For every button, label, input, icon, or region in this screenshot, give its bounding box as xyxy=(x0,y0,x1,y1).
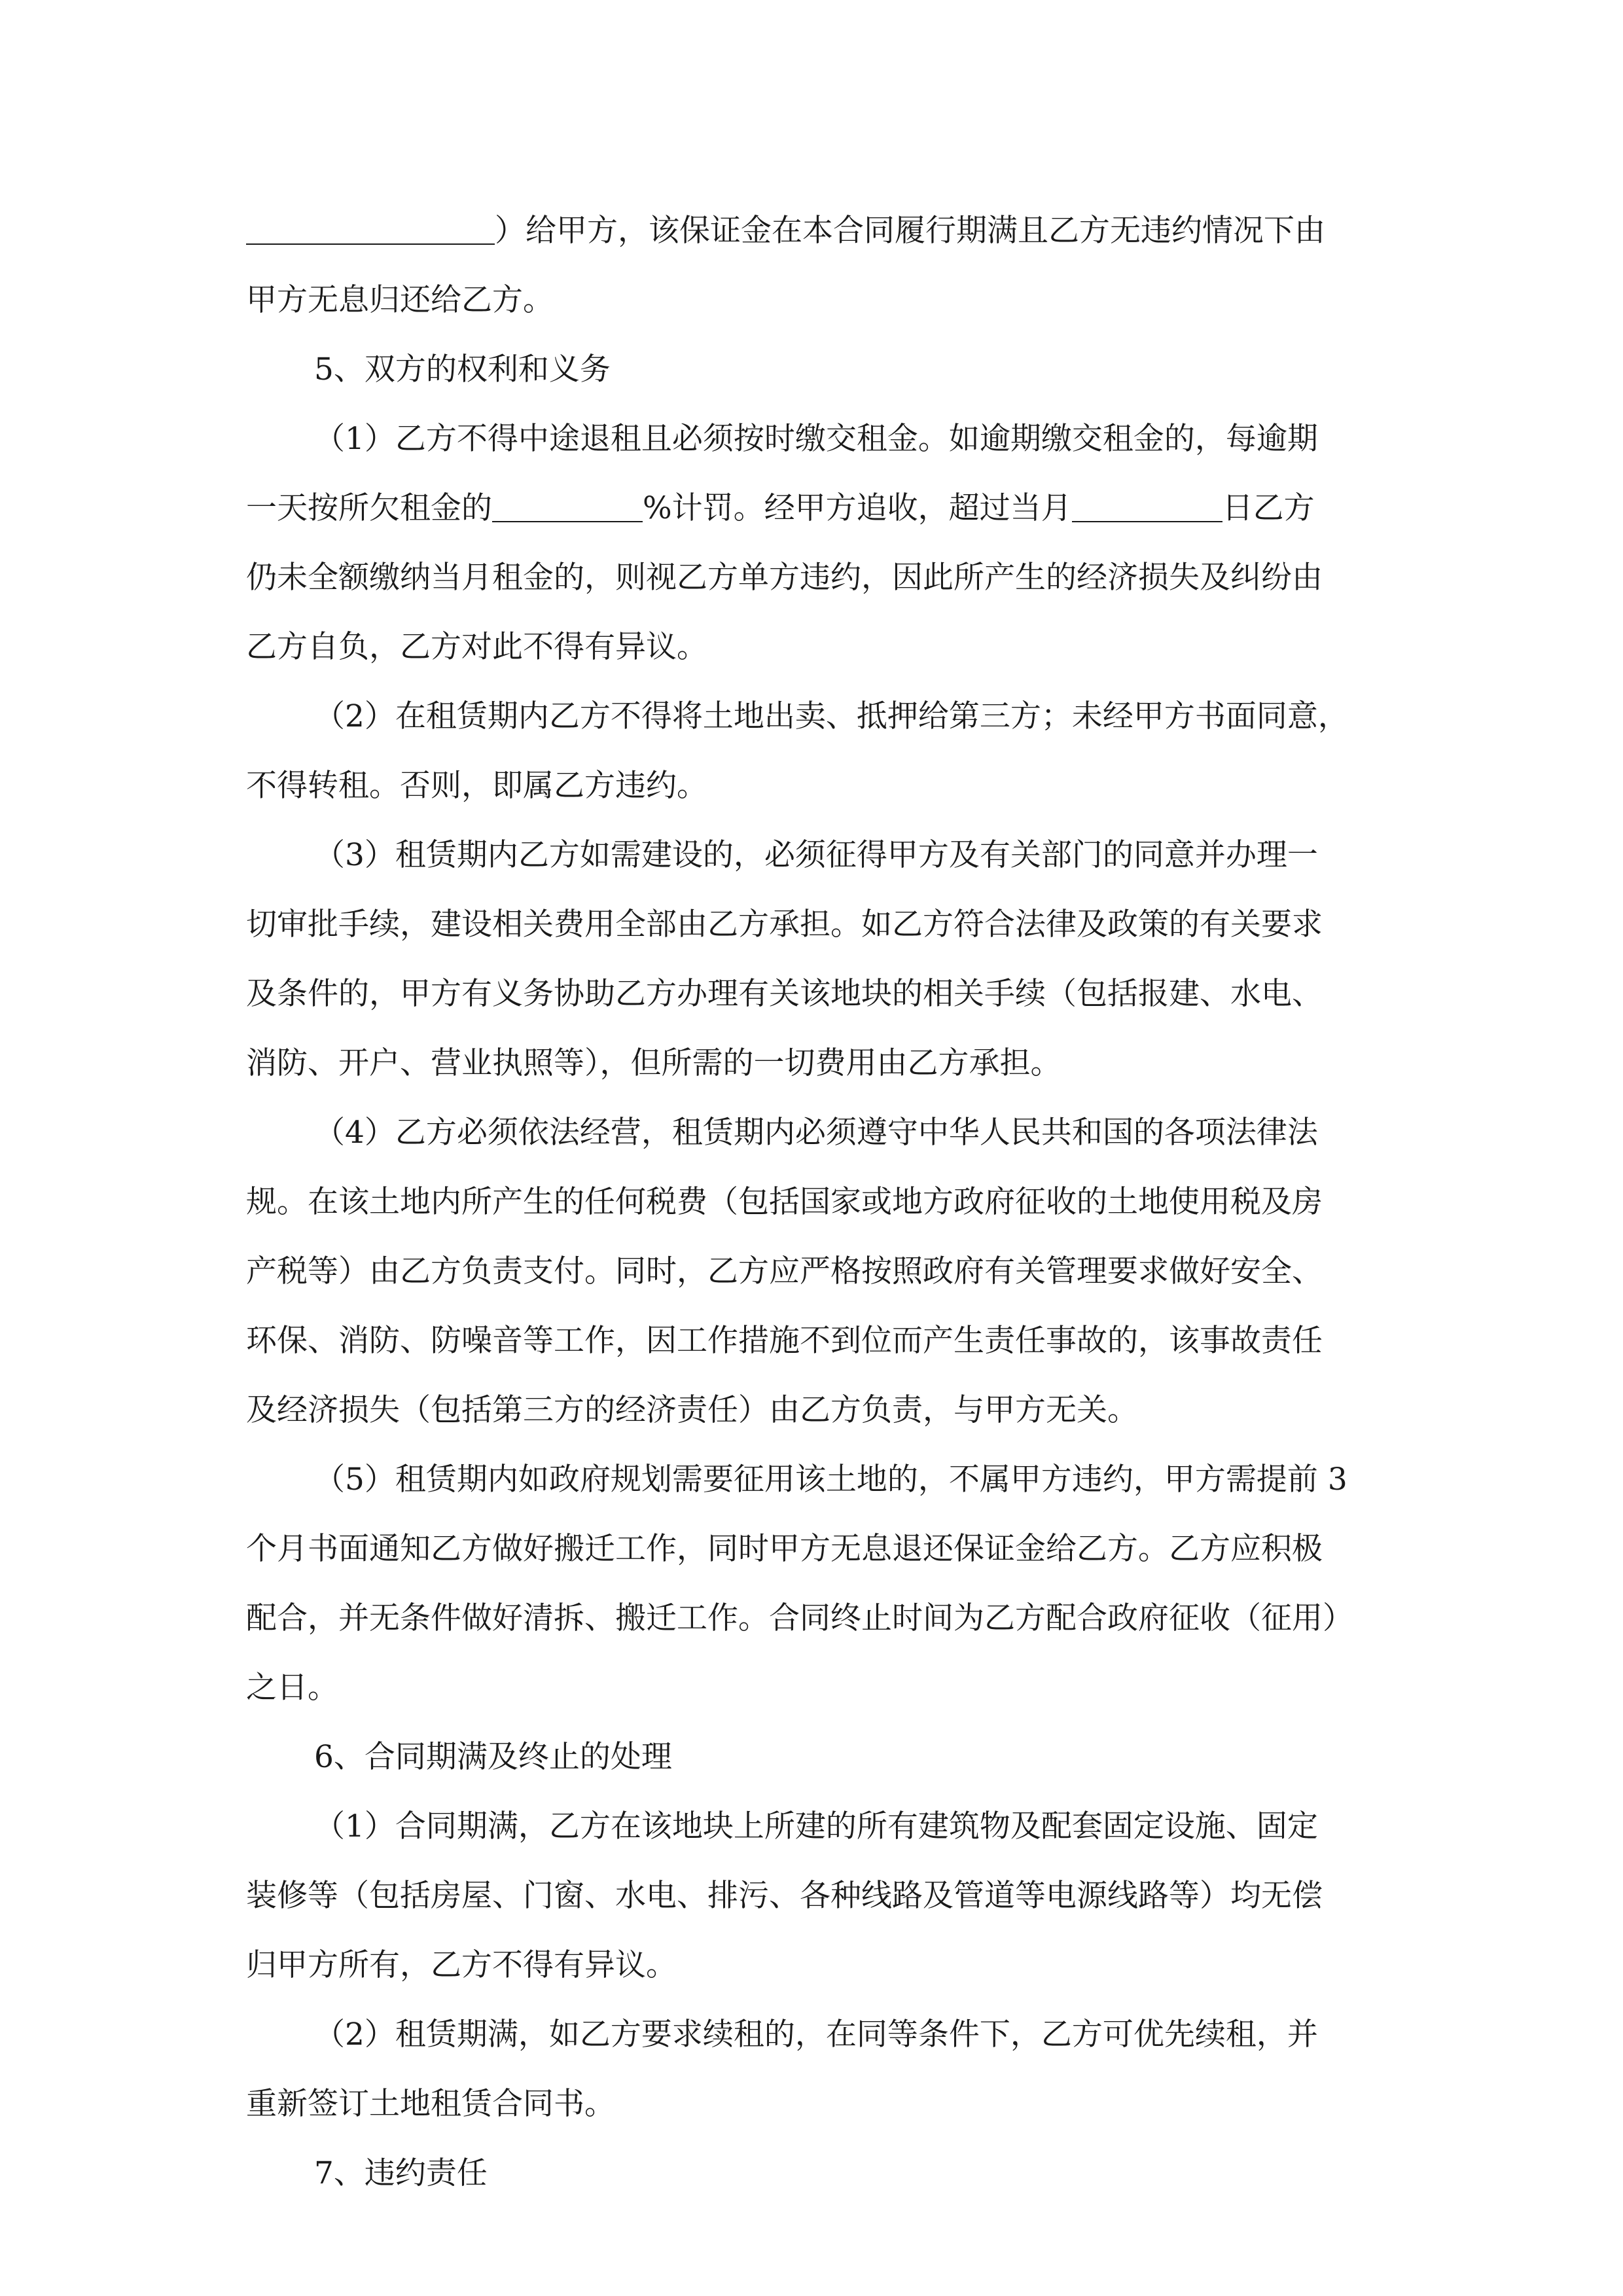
section-heading: 7、违约责任 xyxy=(314,2155,488,2191)
text-line: （4）乙方必须依法经营，租赁期内必须遵守中华人民共和国的各项法律法 xyxy=(314,1115,1318,1151)
document-body xyxy=(246,196,1398,2208)
fill-in-blank xyxy=(246,215,495,245)
text-line: 及经济损失（包括第三方的经济责任）由乙方负责，与甲方无关。 xyxy=(246,1392,1138,1428)
text-line: 产税等）由乙方负责支付。同时，乙方应严格按照政府有关管理要求做好安全、 xyxy=(246,1253,1323,1289)
text-line xyxy=(246,196,1398,266)
fill-in-blank xyxy=(1072,492,1222,522)
text-line: 环保、消防、防噪音等工作，因工作措施不到位而产生责任事故的，该事故责任 xyxy=(246,1323,1323,1359)
text-line: 及条件的，甲方有义务协助乙方办理有关该地块的相关手续（包括报建、水电、 xyxy=(246,976,1323,1012)
text-line: 不得转租。否则，即属乙方违约。 xyxy=(246,768,707,804)
text-line: 乙方自负，乙方对此不得有异议。 xyxy=(246,629,707,665)
text-line: （1）合同期满，乙方在该地块上所建的所有建筑物及配套固定设施、固定 xyxy=(314,1808,1318,1844)
text-line xyxy=(246,474,1398,543)
text-line: 消防、开户、营业执照等），但所需的一切费用由乙方承担。 xyxy=(246,1045,1061,1081)
text-line: 之日。 xyxy=(246,1670,338,1706)
text-segment: 日乙方 xyxy=(1222,490,1315,526)
text-line: （5）租赁期内如政府规划需要征用该土地的，不属甲方违约，甲方需提前 3 xyxy=(314,1462,1347,1498)
section-heading: 5、双方的权利和义务 xyxy=(314,351,611,387)
text-line: 甲方无息归还给乙方。 xyxy=(246,282,554,318)
text-line: （2）在租赁期内乙方不得将土地出卖、抵押给第三方；未经甲方书面同意， xyxy=(314,698,1349,734)
section-heading: 6、合同期满及终止的处理 xyxy=(314,1739,672,1775)
text-line: 归甲方所有，乙方不得有异议。 xyxy=(246,1947,677,1983)
text-segment: %计罚。经甲方追收，超过当月 xyxy=(643,490,1072,526)
text-line: （1）乙方不得中途退租且必须按时缴交租金。如逾期缴交租金的，每逾期 xyxy=(314,421,1318,457)
text-segment: ）给甲方，该保证金在本合同履行期满且乙方无违约情况下由 xyxy=(495,213,1325,249)
text-line: 个月书面通知乙方做好搬迁工作，同时甲方无息退还保证金给乙方。乙方应积极 xyxy=(246,1531,1323,1567)
text-line: 规。在该土地内所产生的任何税费（包括国家或地方政府征收的土地使用税及房 xyxy=(246,1184,1323,1220)
text-segment: 一天按所欠租金的 xyxy=(246,490,492,526)
text-line: （2）租赁期满，如乙方要求续租的，在同等条件下，乙方可优先续租，并 xyxy=(314,2017,1318,2053)
fill-in-blank xyxy=(492,492,643,522)
text-line: 配合，并无条件做好清拆、搬迁工作。合同终止时间为乙方配合政府征收（征用） xyxy=(246,1600,1353,1636)
text-line: 装修等（包括房屋、门窗、水电、排污、各种线路及管道等电源线路等）均无偿 xyxy=(246,1878,1323,1914)
text-line: （3）租赁期内乙方如需建设的，必须征得甲方及有关部门的同意并办理一 xyxy=(314,837,1318,873)
text-line: 重新签订土地租赁合同书。 xyxy=(246,2086,615,2122)
text-line: 切审批手续，建设相关费用全部由乙方承担。如乙方符合法律及政策的有关要求 xyxy=(246,906,1323,942)
text-line: 仍未全额缴纳当月租金的，则视乙方单方违约，因此所产生的经济损失及纠纷由 xyxy=(246,560,1323,596)
